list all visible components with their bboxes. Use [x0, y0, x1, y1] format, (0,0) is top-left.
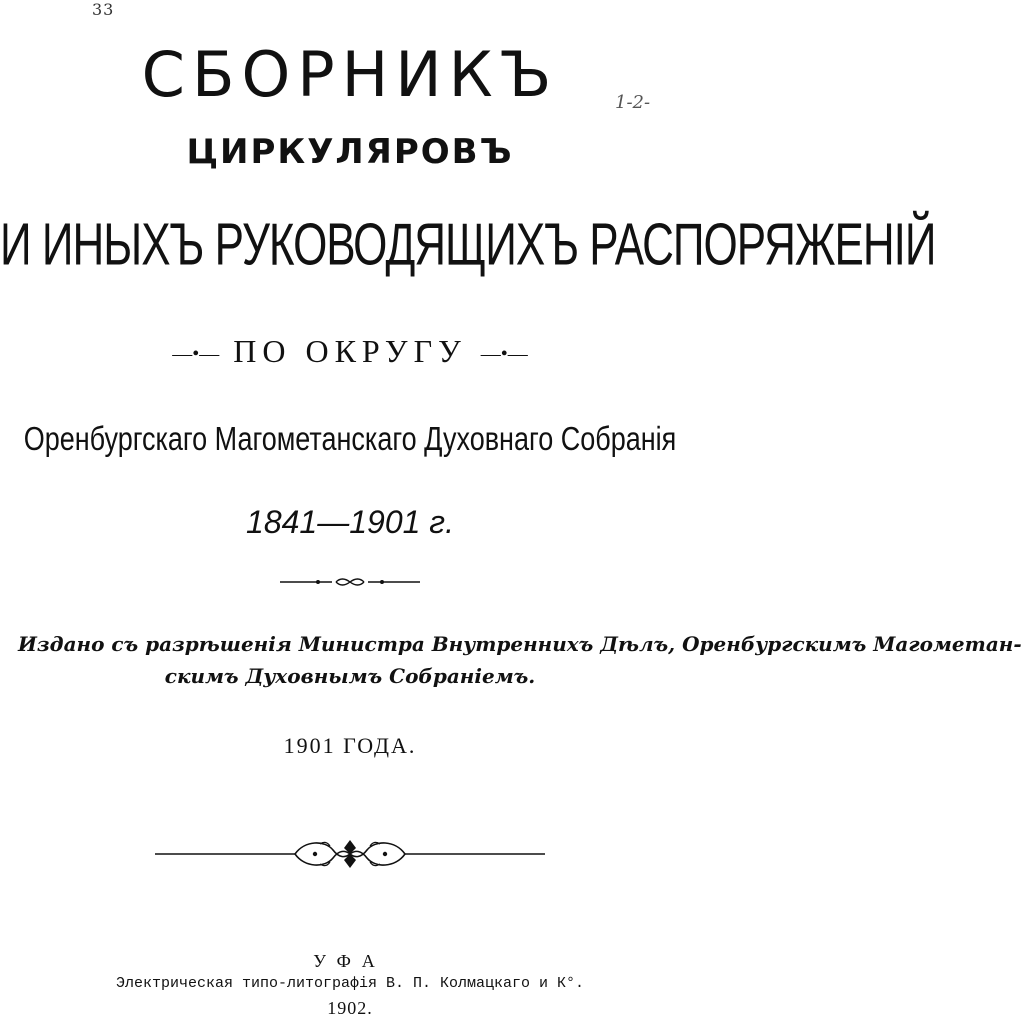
right-ornament-icon: —•—	[480, 343, 528, 366]
publisher-line-1: Издано съ разрѣшенія Министра Внутреннихъ Дѣлъ, Оренбургскимъ Магометан-	[18, 632, 1022, 656]
title-main: СБОРНИКЪ	[141, 38, 559, 111]
print-year: 1902.	[327, 998, 373, 1018]
left-ornament-icon: —•—	[172, 343, 220, 366]
handwritten-margin-note: 1-2-	[615, 92, 651, 113]
title-rest: И ИНЫХЪ РУКОВОДЯЩИХЪ РАСПОРЯЖЕНІЙ	[0, 212, 936, 279]
city-name: УФА	[313, 951, 387, 971]
title-sub: ЦИРКУЛЯРОВЪ	[186, 132, 514, 172]
archive-mark: 33	[92, 0, 115, 19]
edition-year: 1901 ГОДА.	[283, 733, 417, 758]
printing-house: Электрическая типо-литографія В. П. Колмацкаго и К°.	[115, 975, 585, 992]
okrug-label: ПО ОКРУГУ	[233, 333, 467, 369]
flourish-ornament-icon	[0, 834, 700, 878]
okrug-line	[0, 333, 700, 370]
divider-ornament-icon	[0, 574, 700, 593]
year-range: 1841—1901 г.	[246, 504, 454, 540]
assembly-name: Оренбургскаго Магометанскаго Духовнаго Собранія	[23, 420, 677, 458]
publisher-line-2: скимъ Духовнымъ Собраніемъ.	[164, 664, 536, 688]
